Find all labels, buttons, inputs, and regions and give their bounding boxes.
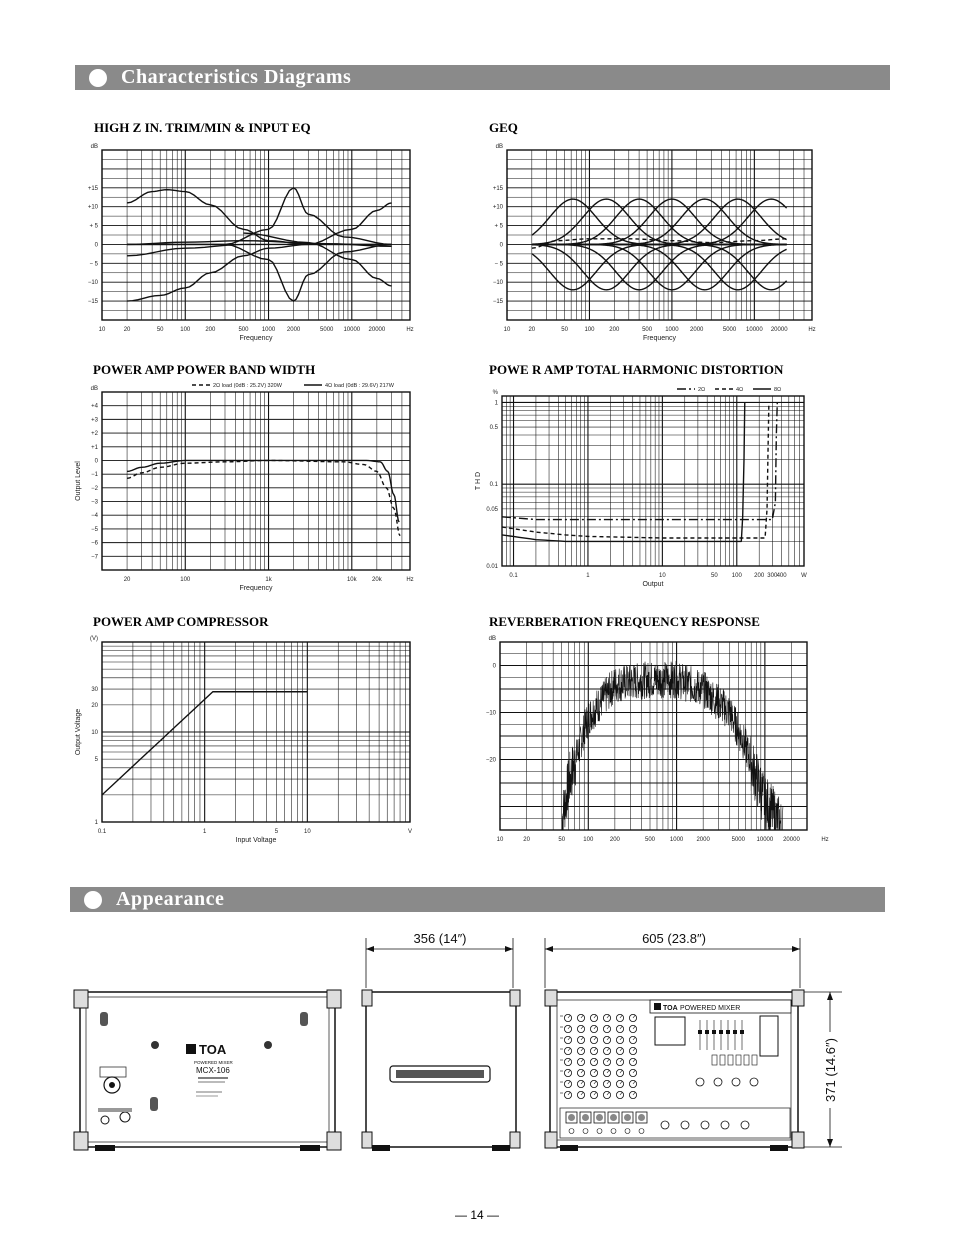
x-axis-label: Input Voltage: [235, 837, 277, 844]
x-axis-label: Frequency: [239, 585, 273, 592]
y-tick-label: 0.01: [486, 564, 498, 570]
x-tick-label: 5: [274, 829, 279, 835]
y-tick-label: −20: [485, 757, 496, 764]
height-dimension-label: 371 (14.6″): [823, 1038, 838, 1102]
rear-brand-logo: TOA: [199, 1042, 227, 1057]
x-tick-label: 5000: [722, 327, 737, 333]
x-tick-label: 10: [659, 573, 666, 579]
y-tick-label: 0: [499, 242, 503, 249]
x-tick-label: 20000: [770, 327, 788, 333]
master-knob: [732, 1078, 740, 1086]
x-tick-label: 1k: [265, 577, 272, 583]
phone-jack: [597, 1129, 602, 1134]
series-line: [127, 460, 399, 522]
bullet-icon: [89, 69, 107, 87]
page-number: — 14 —: [454, 1208, 499, 1222]
master-control: [752, 1055, 757, 1065]
chart-input-eq: [60, 138, 420, 343]
section-title: Appearance: [116, 888, 225, 910]
x-tick-label: 10: [303, 829, 311, 835]
legend-label: 2Ω load (0dB : 25.2V) 320W: [213, 383, 282, 389]
master-control: [720, 1055, 725, 1065]
master-control: [744, 1055, 749, 1065]
jack-hole: [610, 1114, 617, 1121]
eq-fader-cap: [712, 1030, 716, 1034]
x-tick-label: 1000: [665, 327, 679, 333]
phone-jack: [639, 1129, 644, 1134]
x-axis-label: Frequency: [239, 335, 273, 342]
plot-area: [532, 199, 787, 290]
x-unit-label: Hz: [406, 327, 414, 333]
chart-title-input-eq: HIGH Z IN. TRIM/MIN & INPUT EQ: [94, 120, 311, 135]
x-tick-label: 200: [609, 837, 620, 843]
eq-fader-cap: [719, 1030, 723, 1034]
x-tick-label: 20: [523, 837, 530, 843]
y-tick-label: − 5: [494, 261, 503, 268]
x-tick-label: 10: [496, 837, 504, 843]
y-tick-label: +3: [91, 417, 98, 424]
y-tick-label: −10: [87, 280, 98, 287]
x-tick-label: 500: [238, 327, 249, 333]
legend: [677, 387, 781, 393]
y-axis-label: T H D: [475, 471, 482, 491]
chart-title-bandwidth: POWER AMP POWER BAND WIDTH: [93, 362, 316, 377]
y-tick-label: −1: [91, 472, 98, 479]
x-tick-label: 50: [711, 573, 718, 579]
y-unit-label: dB: [495, 144, 503, 150]
x-tick-label: 50: [561, 327, 568, 333]
legend-label: 2Ω: [698, 387, 706, 393]
x-axis-label: Output: [642, 581, 664, 588]
y-tick-label: −15: [87, 299, 98, 306]
x-tick-label: 20: [528, 327, 536, 333]
master-knob: [696, 1078, 704, 1086]
x-tick-label: 20000: [783, 837, 800, 843]
y-tick-label: −2: [91, 485, 98, 492]
x-tick-label: 0.1: [509, 573, 518, 579]
x-tick-label: 2000: [286, 327, 301, 333]
chart-compressor: [60, 632, 420, 842]
y-unit-label: (V): [90, 636, 98, 642]
y-tick-label: 0.1: [489, 482, 498, 489]
depth-dimension-label: 356 (14″): [413, 931, 467, 946]
x-tick-label: 10k: [346, 577, 357, 583]
x-tick-label: 50: [156, 327, 164, 333]
y-tick-label: 0.5: [489, 425, 498, 432]
jack-hole: [596, 1114, 603, 1121]
y-tick-label: +4: [91, 403, 98, 410]
master-control: [712, 1055, 717, 1065]
y-tick-label: 0.05: [486, 506, 498, 513]
x-tick-label: 500: [642, 327, 653, 333]
jack-hole: [638, 1114, 645, 1121]
eq-fader-cap: [733, 1030, 737, 1034]
output-knob: [701, 1121, 709, 1129]
x-tick-label: 100: [180, 577, 191, 583]
y-tick-label: −10: [492, 280, 503, 287]
y-tick-label: +10: [492, 204, 503, 211]
x-unit-label: Hz: [808, 327, 816, 333]
series-line: [502, 402, 777, 519]
chart-reverb-response: [465, 632, 835, 842]
eq-fader-cap: [740, 1030, 744, 1034]
master-knob: [750, 1078, 758, 1086]
series-line: [127, 460, 400, 535]
grid: [102, 392, 410, 570]
phone-jack: [625, 1129, 630, 1134]
y-unit-label: dB: [90, 144, 98, 150]
x-tick-label: 2000: [696, 837, 710, 843]
legend: [192, 383, 395, 389]
y-tick-label: 1: [94, 820, 98, 826]
x-tick-label: 200: [754, 573, 765, 579]
y-unit-label: %: [492, 390, 498, 396]
y-tick-label: −5: [91, 526, 98, 533]
phone-jack: [569, 1129, 574, 1134]
front-view: [545, 930, 842, 1151]
x-tick-label: 500: [644, 837, 656, 843]
output-knob: [681, 1121, 689, 1129]
y-tick-label: −4: [91, 513, 98, 520]
y-tick-label: − 5: [89, 261, 98, 268]
y-tick-label: −7: [91, 554, 98, 561]
y-tick-label: 0: [94, 242, 98, 249]
plot-area: [127, 460, 400, 535]
x-tick-label: 10: [98, 327, 106, 333]
master-knob: [714, 1078, 722, 1086]
x-tick-label: 400: [776, 573, 787, 579]
x-tick-label: 10000: [343, 327, 361, 333]
front-panel-label: POWERED MIXER: [680, 1005, 741, 1012]
x-tick-label: 100: [180, 327, 191, 333]
y-tick-label: −3: [91, 499, 98, 506]
x-tick-label: 5000: [320, 327, 334, 333]
chart-title-geq: GEQ: [489, 120, 518, 135]
phone-jack: [611, 1129, 616, 1134]
y-tick-label: 0: [492, 663, 496, 670]
master-control: [728, 1055, 733, 1065]
output-knob: [741, 1121, 749, 1129]
y-tick-label: +10: [87, 204, 98, 211]
y-tick-label: −15: [492, 299, 503, 306]
jack-hole: [568, 1114, 575, 1121]
y-tick-label: 10: [91, 730, 98, 736]
appearance-drawings: [0, 920, 954, 1160]
chart-title-compressor: POWER AMP COMPRESSOR: [93, 614, 269, 629]
y-tick-label: 20: [91, 702, 98, 709]
legend-label: 4Ω: [736, 387, 744, 393]
x-tick-label: 10: [503, 327, 511, 333]
y-tick-label: −6: [91, 540, 98, 547]
x-tick-label: 1: [202, 829, 207, 835]
y-axis-label: Output Level: [75, 461, 82, 501]
y-unit-label: dB: [488, 636, 496, 642]
x-tick-label: 50: [558, 837, 566, 843]
x-tick-label: 200: [205, 327, 216, 333]
x-tick-label: 10000: [746, 327, 763, 333]
y-tick-label: 30: [91, 687, 98, 694]
y-tick-label: 5: [94, 757, 98, 764]
x-unit-label: W: [801, 573, 807, 579]
x-tick-label: 2000: [690, 327, 704, 333]
series-line: [502, 402, 769, 538]
section-banner-characteristics: [75, 65, 890, 90]
x-tick-label: 20000: [368, 327, 386, 333]
grid: [102, 642, 410, 822]
rear-sublabel: POWERED MIXER: [194, 1060, 233, 1065]
eq-fader-cap: [705, 1030, 709, 1034]
x-tick-label: 20k: [372, 577, 382, 583]
front-brand-logo: TOA: [663, 1005, 678, 1012]
x-unit-label: V: [407, 829, 413, 835]
bullet-icon: [84, 891, 102, 909]
chart-title-thd: POWE R AMP TOTAL HARMONIC DISTORTION: [489, 362, 784, 377]
y-tick-label: + 5: [89, 223, 98, 230]
x-tick-label: 1: [586, 573, 590, 579]
x-tick-label: 100: [583, 837, 594, 843]
x-tick-label: 300: [767, 573, 778, 579]
y-unit-label: dB: [90, 386, 98, 392]
y-tick-label: 0: [94, 458, 98, 465]
y-tick-label: +1: [91, 444, 98, 451]
master-control: [736, 1055, 741, 1065]
eq-fader-cap: [698, 1030, 702, 1034]
x-tick-label: 5000: [731, 837, 745, 843]
x-tick-label: 100: [584, 327, 595, 333]
chart-power-bandwidth: [60, 378, 420, 593]
side-view: [362, 930, 520, 1151]
y-tick-label: −10: [485, 710, 496, 717]
plot-area: [502, 402, 777, 541]
jack-hole: [624, 1114, 631, 1121]
x-tick-label: 200: [609, 327, 620, 333]
rear-model-label: MCX-106: [196, 1066, 230, 1075]
output-knob: [721, 1121, 729, 1129]
rear-view: [74, 990, 341, 1151]
y-axis-label: Output Voltage: [75, 708, 82, 756]
width-dimension-label: 605 (23.8″): [642, 931, 706, 946]
x-tick-label: 1000: [669, 837, 684, 843]
x-axis-label: Frequency: [642, 335, 677, 342]
x-tick-label: 20: [123, 577, 131, 583]
section-banner-appearance: [70, 887, 885, 912]
x-unit-label: Hz: [821, 837, 829, 843]
y-tick-label: 1: [494, 400, 498, 407]
section-title: Characteristics Diagrams: [121, 66, 352, 88]
output-knob: [661, 1121, 669, 1129]
chart-geq: [465, 138, 825, 343]
chart-thd: [465, 378, 825, 593]
jack-hole: [582, 1114, 589, 1121]
grid: [507, 150, 812, 320]
y-tick-label: + 5: [494, 223, 503, 230]
y-tick-label: +15: [87, 185, 98, 192]
y-tick-label: +2: [91, 431, 98, 438]
x-tick-label: 0.1: [97, 829, 107, 835]
x-unit-label: Hz: [406, 577, 414, 583]
y-tick-label: +15: [492, 185, 503, 192]
chart-title-reverb: REVERBERATION FREQUENCY RESPONSE: [489, 614, 760, 629]
x-tick-label: 10000: [756, 837, 774, 843]
legend-label: 8Ω: [774, 387, 782, 393]
x-tick-label: 100: [731, 573, 742, 579]
x-tick-label: 1000: [261, 327, 276, 333]
x-tick-label: 20: [123, 327, 131, 333]
plot-frame: [102, 392, 410, 570]
legend-label: 4Ω load (0dB : 29.6V) 217W: [325, 383, 394, 389]
eq-fader-cap: [726, 1030, 730, 1034]
phone-jack: [583, 1129, 588, 1134]
